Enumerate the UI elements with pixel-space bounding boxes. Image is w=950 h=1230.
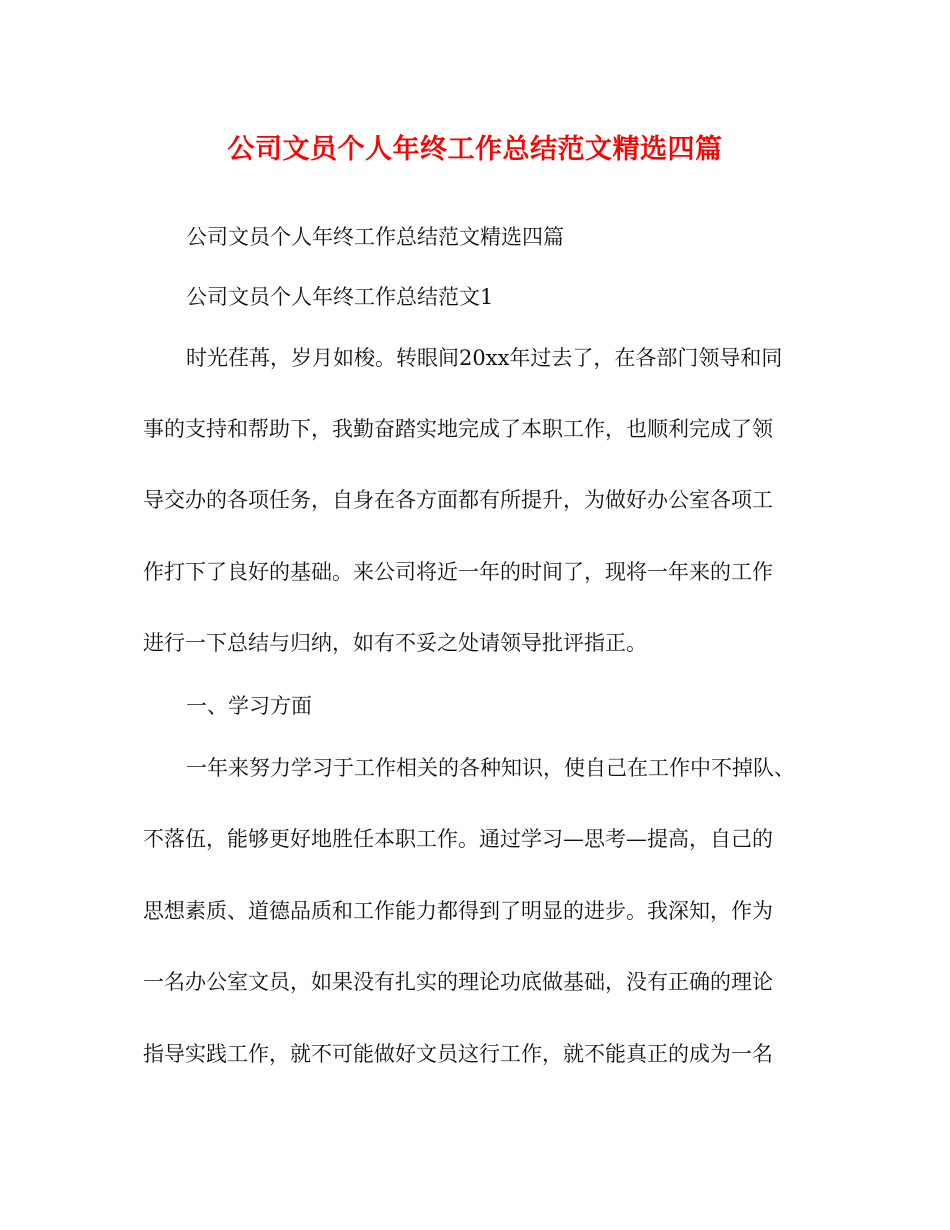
paragraph-line: 一名办公室文员，如果没有扎实的理论功底做基础，没有正确的理论	[143, 970, 773, 994]
section-heading: 公司文员个人年终工作总结范文1	[186, 285, 494, 309]
document-title: 公司文员个人年终工作总结范文精选四篇	[227, 134, 723, 165]
subheading: 一、学习方面	[186, 694, 312, 718]
paragraph-line: 不落伍，能够更好地胜任本职工作。通过学习—思考—提高，自己的	[143, 827, 773, 851]
paragraph-line: 一年来努力学习于工作相关的各种知识，使自己在工作中不掉队、	[186, 756, 795, 780]
paragraph-line: 作打下了良好的基础。来公司将近一年的时间了，现将一年来的工作	[143, 560, 773, 584]
paragraph-line: 指导实践工作，就不可能做好文员这行工作，就不能真正的成为一名	[143, 1042, 773, 1066]
paragraph-line: 进行一下总结与归纳，如有不妥之处请领导批评指正。	[143, 631, 647, 655]
paragraph-line: 导交办的各项任务，自身在各方面都有所提升，为做好办公室各项工	[143, 488, 773, 512]
document-subtitle: 公司文员个人年终工作总结范文精选四篇	[186, 225, 564, 249]
paragraph-line: 思想素质、道德品质和工作能力都得到了明显的进步。我深知，作为	[143, 899, 773, 923]
paragraph-line: 时光荏苒，岁月如梭。转眼间20xx年过去了，在各部门领导和同	[186, 346, 783, 370]
paragraph-line: 事的支持和帮助下，我勤奋踏实地完成了本职工作，也顺利完成了领	[143, 417, 773, 441]
